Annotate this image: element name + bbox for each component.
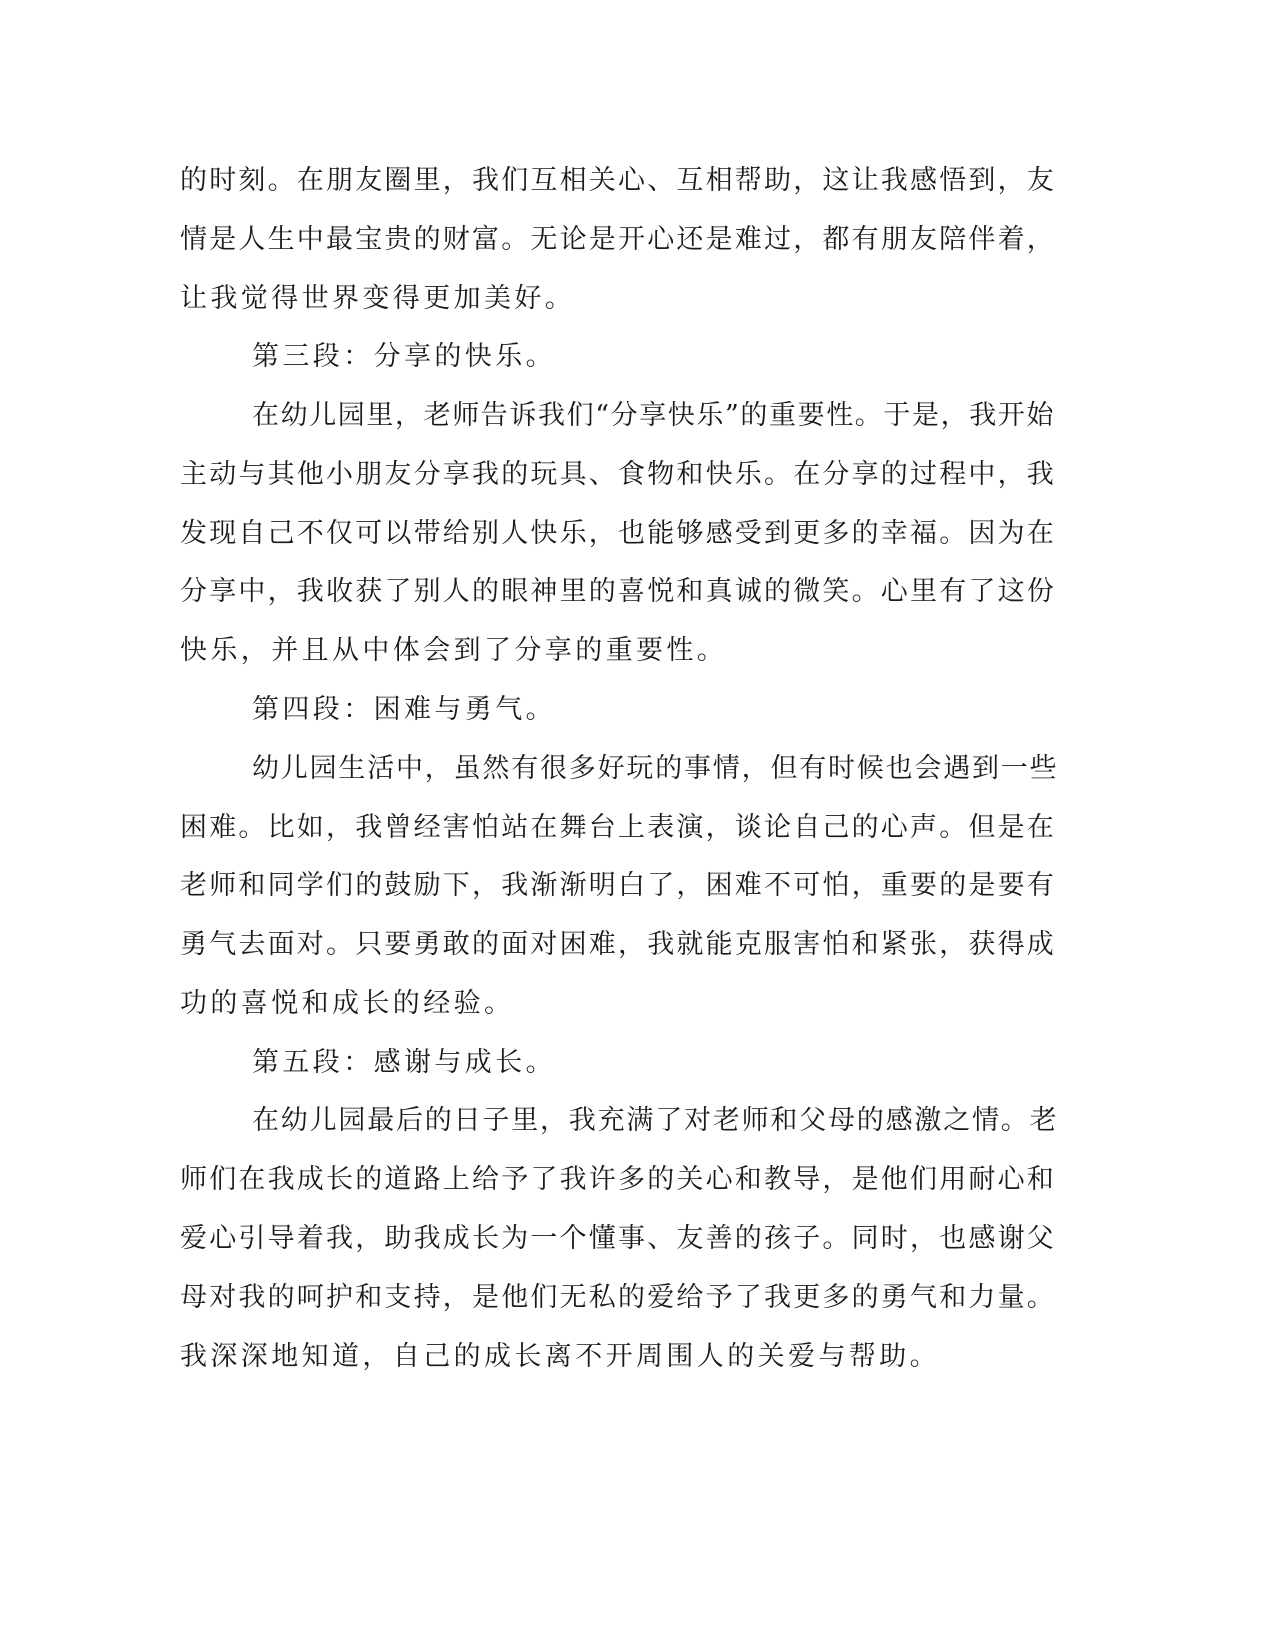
text-line: 快乐，并且从中体会到了分享的重要性。 (180, 635, 728, 666)
text-line: 爱心引导着我，助我成长为一个懂事、友善的孩子。同时，也感谢父 (180, 1223, 1056, 1254)
text-line: 老师和同学们的鼓励下，我渐渐明白了，困难不可怕，重要的是要有 (180, 870, 1056, 901)
section-heading: 第三段：分享的快乐。 (252, 341, 556, 372)
text-line: 情是人生中最宝贵的财富。无论是开心还是难过，都有朋友陪伴着， (180, 224, 1056, 255)
section-heading: 第四段：困难与勇气。 (252, 694, 556, 725)
text-line: 母对我的呵护和支持，是他们无私的爱给予了我更多的勇气和力量。 (180, 1282, 1056, 1313)
text-line: 功的喜悦和成长的经验。 (180, 988, 515, 1019)
text-line: 勇气去面对。只要勇敢的面对困难，我就能克服害怕和紧张，获得成 (180, 929, 1056, 960)
text-line: 在幼儿园里，老师告诉我们“分享快乐”的重要性。于是，我开始 (252, 400, 1056, 431)
text-line: 主动与其他小朋友分享我的玩具、食物和快乐。在分享的过程中，我 (180, 459, 1056, 490)
section-heading: 第五段：感谢与成长。 (252, 1047, 556, 1078)
text-line: 师们在我成长的道路上给予了我许多的关心和教导，是他们用耐心和 (180, 1164, 1056, 1195)
text-line: 的时刻。在朋友圈里，我们互相关心、互相帮助，这让我感悟到，友 (180, 165, 1056, 196)
text-line: 我深深地知道，自己的成长离不开周围人的关爱与帮助。 (180, 1341, 940, 1372)
text-line: 发现自己不仅可以带给别人快乐，也能够感受到更多的幸福。因为在 (180, 518, 1056, 549)
text-line: 在幼儿园最后的日子里，我充满了对老师和父母的感激之情。老 (252, 1105, 1059, 1136)
text-line: 幼儿园生活中，虽然有很多好玩的事情，但有时候也会遇到一些 (252, 753, 1059, 784)
text-line: 困难。比如，我曾经害怕站在舞台上表演，谈论自己的心声。但是在 (180, 812, 1056, 843)
text-line: 让我觉得世界变得更加美好。 (180, 283, 576, 314)
text-line: 分享中，我收获了别人的眼神里的喜悦和真诚的微笑。心里有了这份 (180, 576, 1056, 607)
